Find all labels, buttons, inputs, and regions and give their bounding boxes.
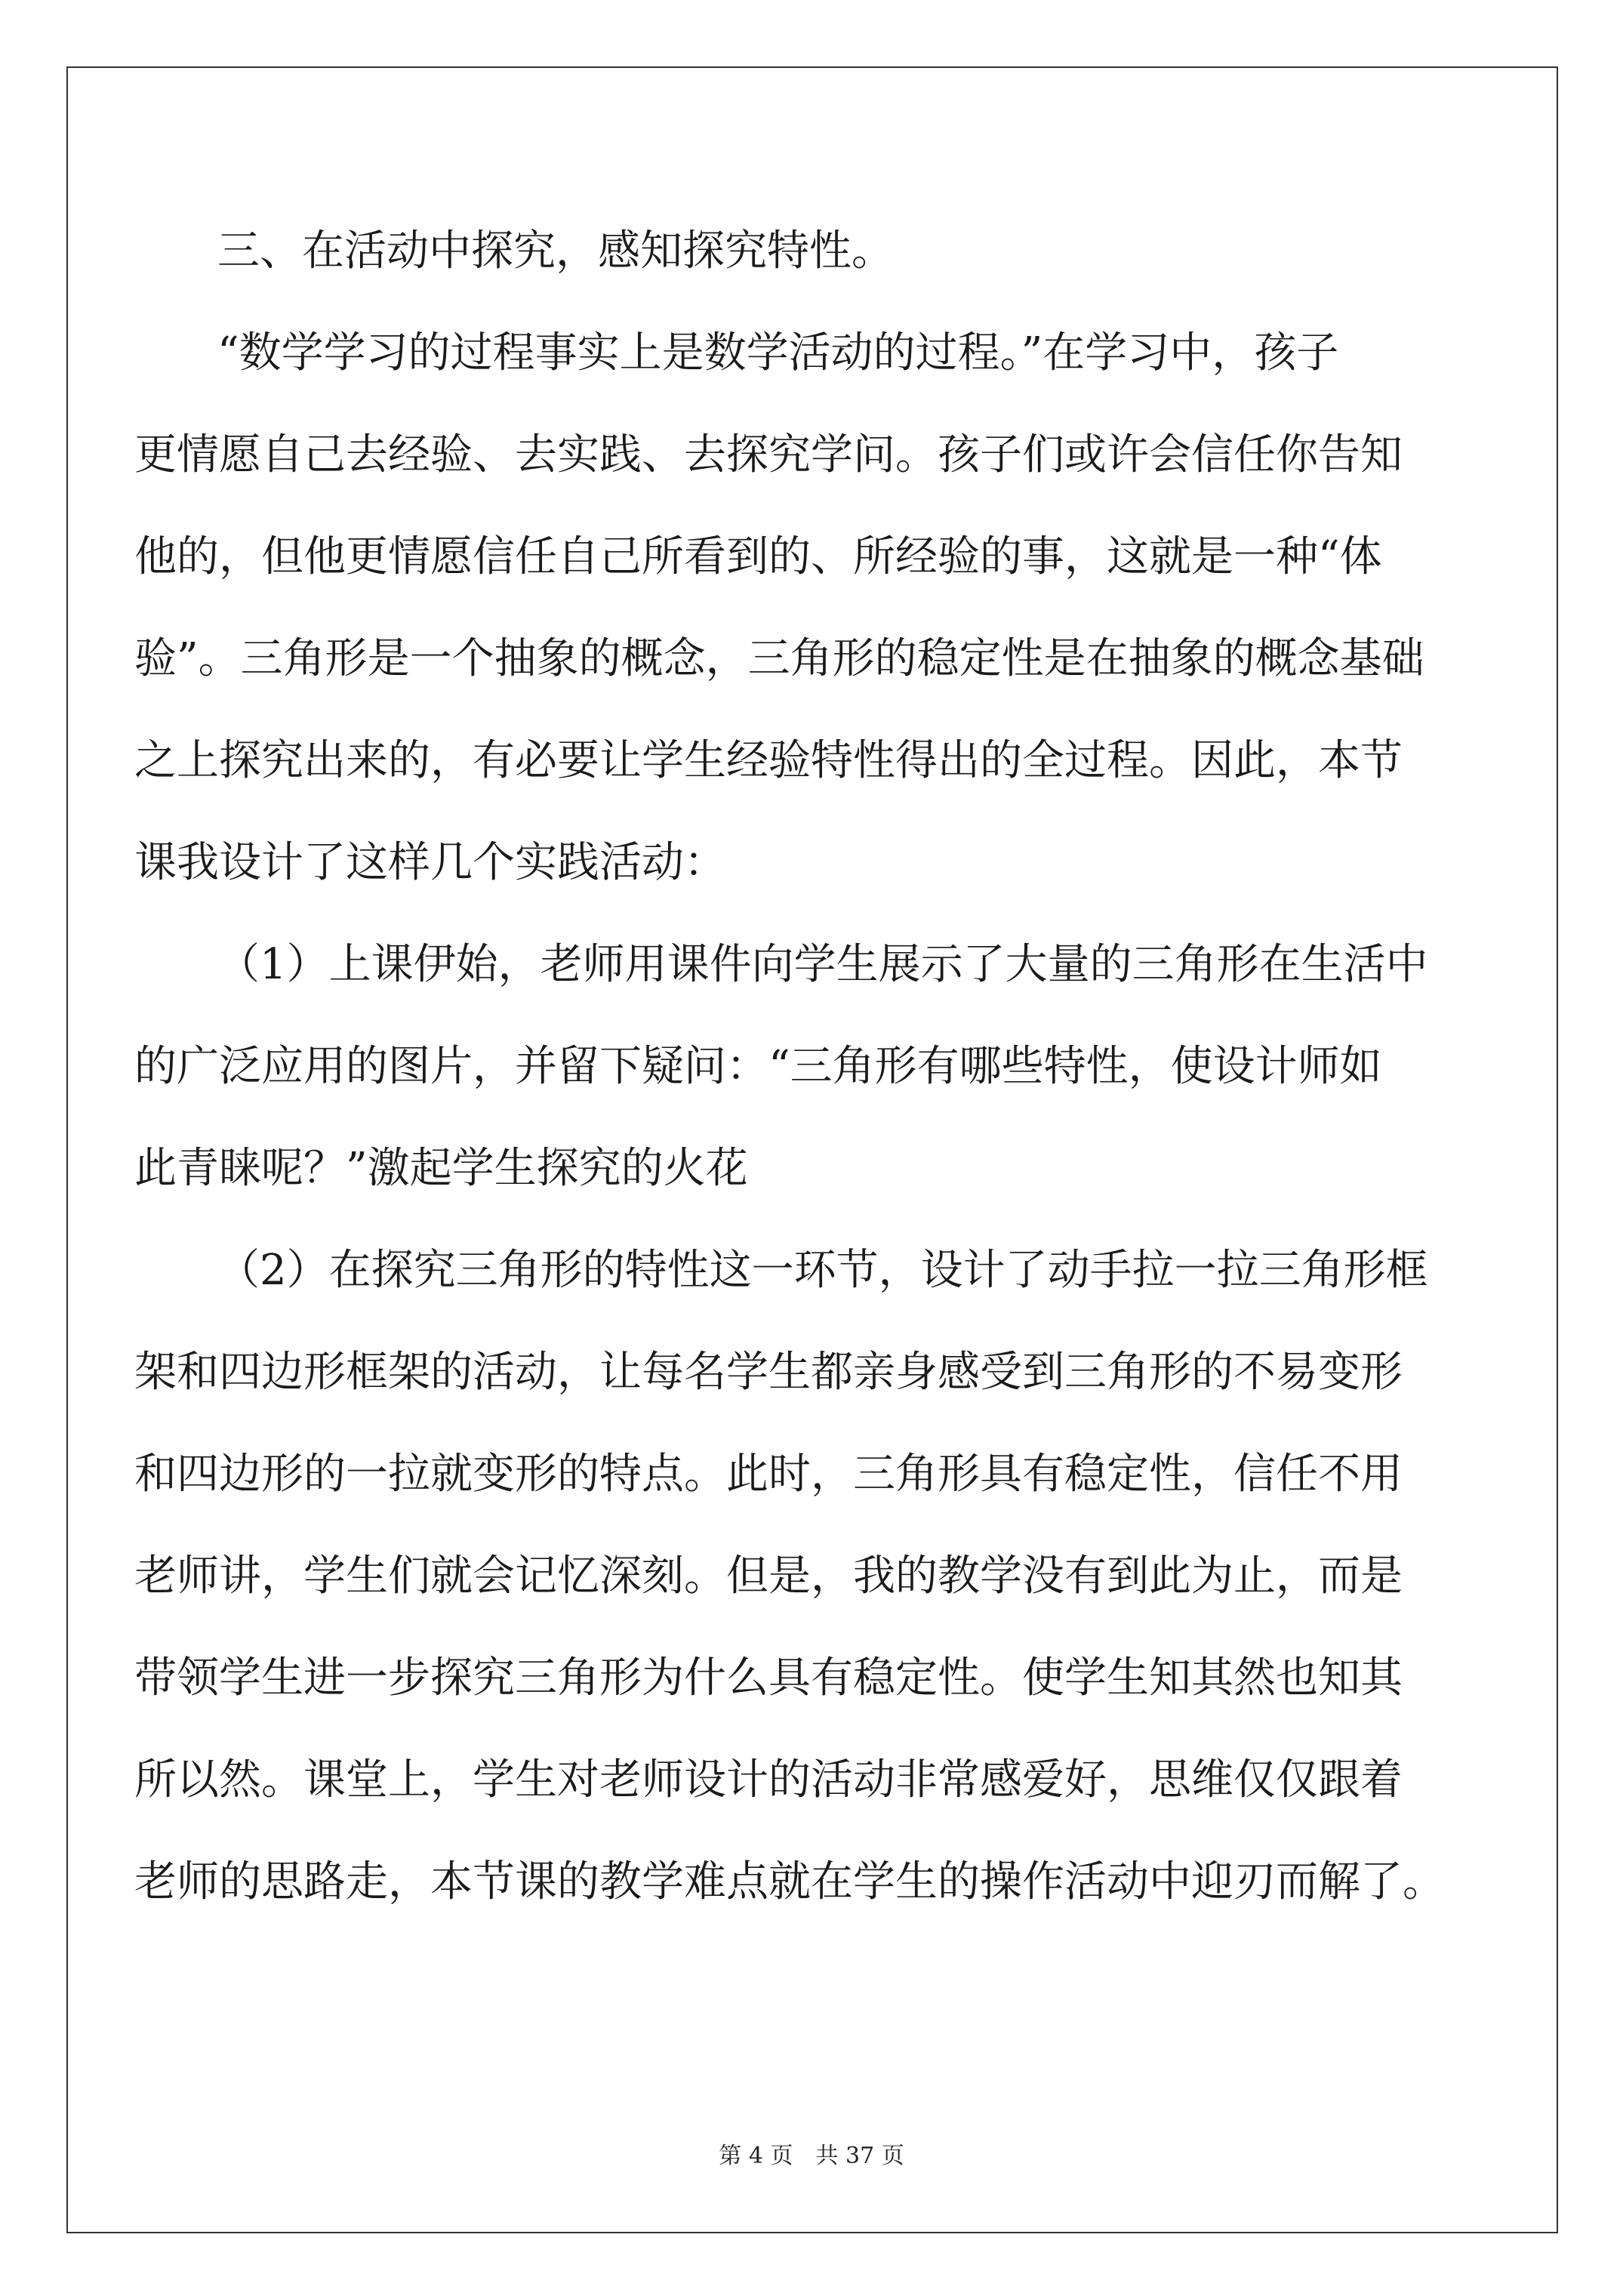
paragraph-line: 之上探究出来的，有必要让学生经验特性得出的全过程。因此，本节 <box>134 736 1403 785</box>
paragraph-line: 所以然。课堂上，学生对老师设计的活动非常感爱好，思维仅仅跟着 <box>134 1755 1403 1804</box>
paragraph-line: 他的，但他更情愿信任自己所看到的、所经验的事，这就是一种“体 <box>134 532 1382 581</box>
paragraph-line: 老师讲，学生们就会记忆深刻。但是，我的教学没有到此为止，而是 <box>134 1552 1403 1601</box>
paragraph-line: （1）上课伊始，老师用课件向学生展示了大量的三角形在生活中 <box>217 940 1428 989</box>
paragraph-line: 验”。三角形是一个抽象的概念，三角形的稳定性是在抽象的概念基础 <box>134 634 1424 683</box>
paragraph-line: 和四边形的一拉就变形的特点。此时，三角形具有稳定性，信任不用 <box>134 1450 1403 1499</box>
paragraph-line: 课我设计了这样几个实践活动： <box>134 838 726 887</box>
page-number-footer: 第 4 页 共 37 页 <box>719 2143 904 2169</box>
paragraph-line: 带领学生进一步探究三角形为什么具有稳定性。使学生知其然也知其 <box>134 1653 1403 1703</box>
paragraph-line: 的广泛应用的图片，并留下疑问：“三角形有哪些特性，使设计师如 <box>134 1042 1382 1091</box>
section-heading: 三、在活动中探究，感知探究特性。 <box>217 227 894 276</box>
paragraph-line: （2）在探究三角形的特性这一环节，设计了动手拉一拉三角形框 <box>217 1246 1428 1295</box>
paragraph-line: 架和四边形框架的活动，让每名学生都亲身感受到三角形的不易变形 <box>134 1348 1403 1397</box>
paragraph-line: 更情愿自己去经验、去实践、去探究学问。孩子们或许会信任你告知 <box>134 430 1403 479</box>
paragraph-line: 老师的思路走，本节课的教学难点就在学生的操作活动中迎刃而解了。 <box>134 1857 1445 1906</box>
paragraph-line: “数学学习的过程事实上是数学活动的过程。”在学习中，孩子 <box>217 328 1339 378</box>
paragraph-line: 此青睐呢？”激起学生探究的火花 <box>134 1144 748 1193</box>
